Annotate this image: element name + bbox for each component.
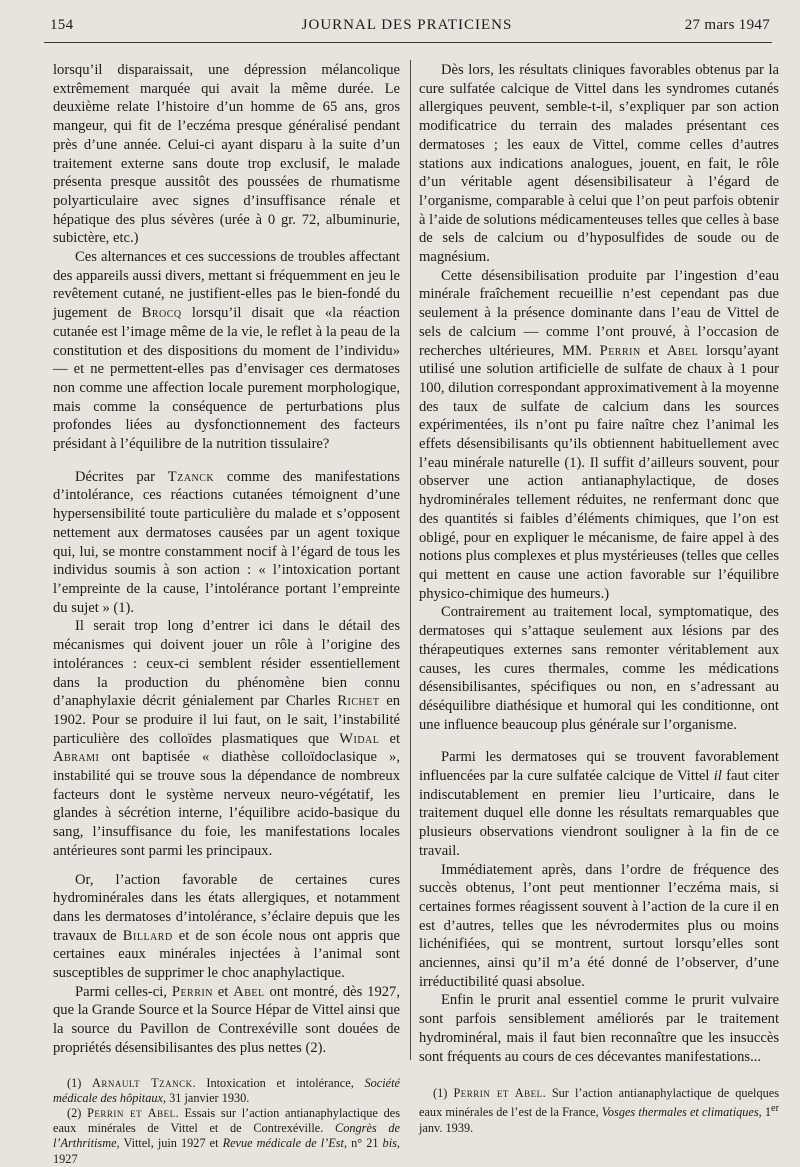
footnotes [53,1076,400,1167]
page-header [44,17,770,41]
author-name: Abel [233,983,265,1000]
author-name: Abrami [53,749,100,766]
author-name: Brocq [141,305,182,322]
paragraph: Il serait trop long d’entrer ici dans le détail des mécanismes qui doivent jouer un rôle à l’origine des intolérances : ceux-ci semblent résider essentiellement dans la production du phénomène bien connu d’anaphylaxie décrit génialement par Charles Richet en 1902. Pour se produire il lui faut, on le sait, l’instabilité particulière des colloïdes plasmatiques que Widal et Abrami ont baptisée « diathèse colloïdoclasique », instabilité qui se trouve sous la dépendance de nombreux facteurs dont le système nerveux neuro-végétatif, les glandes à sécrétion interne, l’équilibre acido-basique du sang, l’insuffisance du foie, les manifestations locales antérieures sont parmi les principaux. [53,618,400,859]
page-number: 154 [50,17,74,33]
paragraph: Immédiatement après, dans l’ordre de fréquence des succès obtenus, l’ont peut mentionner l’eczéma mais, si certaines formes réagissent souvent à l’action de la cure il en est d’autres, telles que les névrodermites plus ou moins lichénifiées, qui se montrent, surtout lorsqu’elles sont anciennes, ainsi qu’il m’a été donné de l’observer, d’une irréductibilité quasi absolue. [419,861,779,990]
paragraph: Cette désensibilisation produite par l’ingestion d’eau minérale fraîchement recueillie n’est cependant pas due seulement à la présence dominante dans l’eau de Vittel de sels de calcium — comme l’ont prouvé, à l’occasion de recherches ultérieures, MM. Perrin et Abel lorsqu’ayant utilisé une solution artificielle de sulfate de chaux à 1 pour 100, dilution correspondant approximativement à la moyenne des taux de sulfate de calcium dans les sources expérimentées, ils n’ont pu faire naître chez l’animal les effets désensibilisants qu’ils obtiennent habituellement avec l’eau minérale naturelle (1). Il suffit d’ailleurs souvent, pour observer une action antianaphylactique, de doses hydrominérales tellement réduites, ne renfermant donc que des quantités si faibles d’éléments chimiques, que l’on est obligé, pour en expliquer le mécanisme, de faire appel à des notions plus complexes et plus mystérieuses (telles que celles qui mettent en cause une action favorable sur l’équilibre physico-chimique des humeurs.) [419,267,779,602]
footnote: (1) Perrin et Abel. Sur l’action antianaphylactique de quelques eaux minérales de l’est de la France, Vosges thermales et climatiques, 1er janv. 1939. [419,1086,779,1135]
column-divider [410,60,411,1060]
issue-date: 27 mars 1947 [684,17,770,33]
paragraph: Enfin le prurit anal essentiel comme le prurit vulvaire sont parfois sensiblement améliorés par le traitement hydrominéral, mais il faut bien reconnaître que les insuccès sont fréquents au cours de ces décevantes manifestations... [419,992,779,1065]
author-name: Perrin [171,983,213,1000]
paragraph: Or, l’action favorable de certaines cures hydrominérales dans les états allergiques, et notamment dans les dermatoses d’intolérance, s’éclaire depuis que les travaux de Billard et de son école nous ont appris que certaines eaux minérales injectées à l’animal sont susceptibles de supprimer le choc anaphylactique. [53,871,400,982]
paragraph: Décrites par Tzanck comme des manifestations d’intolérance, ces réactions cutanées témoignent d’une hypersensibilité toute particulière du malade et s’opposent nettement aux dermatoses causées par un agent toxique qui, lui, se montre constamment nocif à l’égard de tous les individus soumis à son action : « l’intoxication portant l’empreinte de la cause, l’intolérance portant l’empreinte du sujet » (1). [53,468,400,616]
paragraph: Parmi celles-ci, Perrin et Abel ont montré, dès 1927, que la Grande Source et la Source Hépar de Vittel ainsi que la source du Pavillon de Contrexéville sont douées de propriétés désensibilisantes des plus nettes (2). [53,983,400,1056]
author-name: Widal [339,730,380,747]
paragraph: Ces alternances et ces successions de troubles affectant des appareils aussi divers, mettant si fréquemment en jeu le revêtement cutané, ne justifient-elles pas le bien-fondé du jugement de Brocq lorsqu’il disait que «la réaction cutanée est l’image même de la vie, le reflet à la peau de la constitution et des dispositions du moment de l’individu» — et ne permettent-elles pas d’envisager ces dermatoses non comme une affection locale purement morphologique, mais comme la conséquence de perturbations plus profondes liées au dysfonctionnement des facteurs présidant à l’équilibre de la nutrition tissulaire? [53,249,400,453]
paragraph: Contrairement au traitement local, symptomatique, des dermatoses qui s’attaque seulement aux lésions par des thérapeutiques externes sans remonter véritablement aux causes, les cures thermales, comme les médications désensibilisantes, spécifiques ou non, en s’adressant au déséquilibre diathésique et humoral qui les conditionne, ont une influence beaucoup plus générale sur l’organisme. [419,604,779,733]
author-name: Perrin [599,342,641,359]
author-name: Richet [337,693,380,710]
paragraph: Parmi les dermatoses qui se trouvent favorablement influencées par la cure sulfatée calcique de Vittel il faut citer indiscutablement en premier lieu l’urticaire, dans le traitement duquel elle donne les résultats remarquables que plusieurs observations viendront souligner à la fin de ce travail. [419,749,779,859]
right-column [419,61,779,1136]
footnote: (2) Perrin et Abel. Essais sur l’action antianaphylactique des eaux minérales de Vittel et de Contrexéville. Congrès de l’Arthritisme, Vittel, juin 1927 et Revue médicale de l’Est, n° 21 bis, 1927 [53,1105,400,1166]
footnote: (1) Arnault Tzanck. Intoxication et intolérance, Société médicale des hôpitaux, 31 janvier 1930. [53,1075,400,1105]
author-name: Tzanck [167,468,215,485]
author-name: Abel [666,342,699,359]
paragraph: Dès lors, les résultats cliniques favorables obtenus par la cure sulfatée calcique de Vittel dans les syndromes cutanés allergiques peuvent, semble-t-il, s’expliquer par son action modificatrice du terrain des malades présentant ces dermatoses ; les eaux de Vittel, comme celles d’autres stations aux indications analogues, jouent, en fait, le rôle d’un véritable agent désensibilisateur à l’égard de l’organisme, comparable à celui que l’on peut parfois obtenir à l’aide de solutions médicamenteuses telles que celles à base de sels de calcium ou d’hyposulfides de soude ou de magnésium. [419,62,779,266]
author-name: Billard [122,927,173,944]
journal-title: JOURNAL DES PRATICIENS [301,17,513,33]
footnotes [419,1086,779,1136]
header-rule [44,42,772,43]
paragraph: lorsqu’il disparaissait, une dépression mélancolique extrêmement marquée qui avait la même durée. Le deuxième relate l’histoire d’un homme de 65 ans, gros mangeur, qui fit de l’eczéma presque généralisé pendant près d’une année. Celui-ci ayant disparu à la suite d’un traitement externe sans doute trop exclusif, le malade présenta presque aussitôt des poussées de rhumatisme polyarticulaire avec signes d’insuffisance rénale et hépatique des plus sévères (urée à 0 gr. 72, albuminurie, subictère, etc.) [53,62,400,247]
left-column [53,61,400,1167]
